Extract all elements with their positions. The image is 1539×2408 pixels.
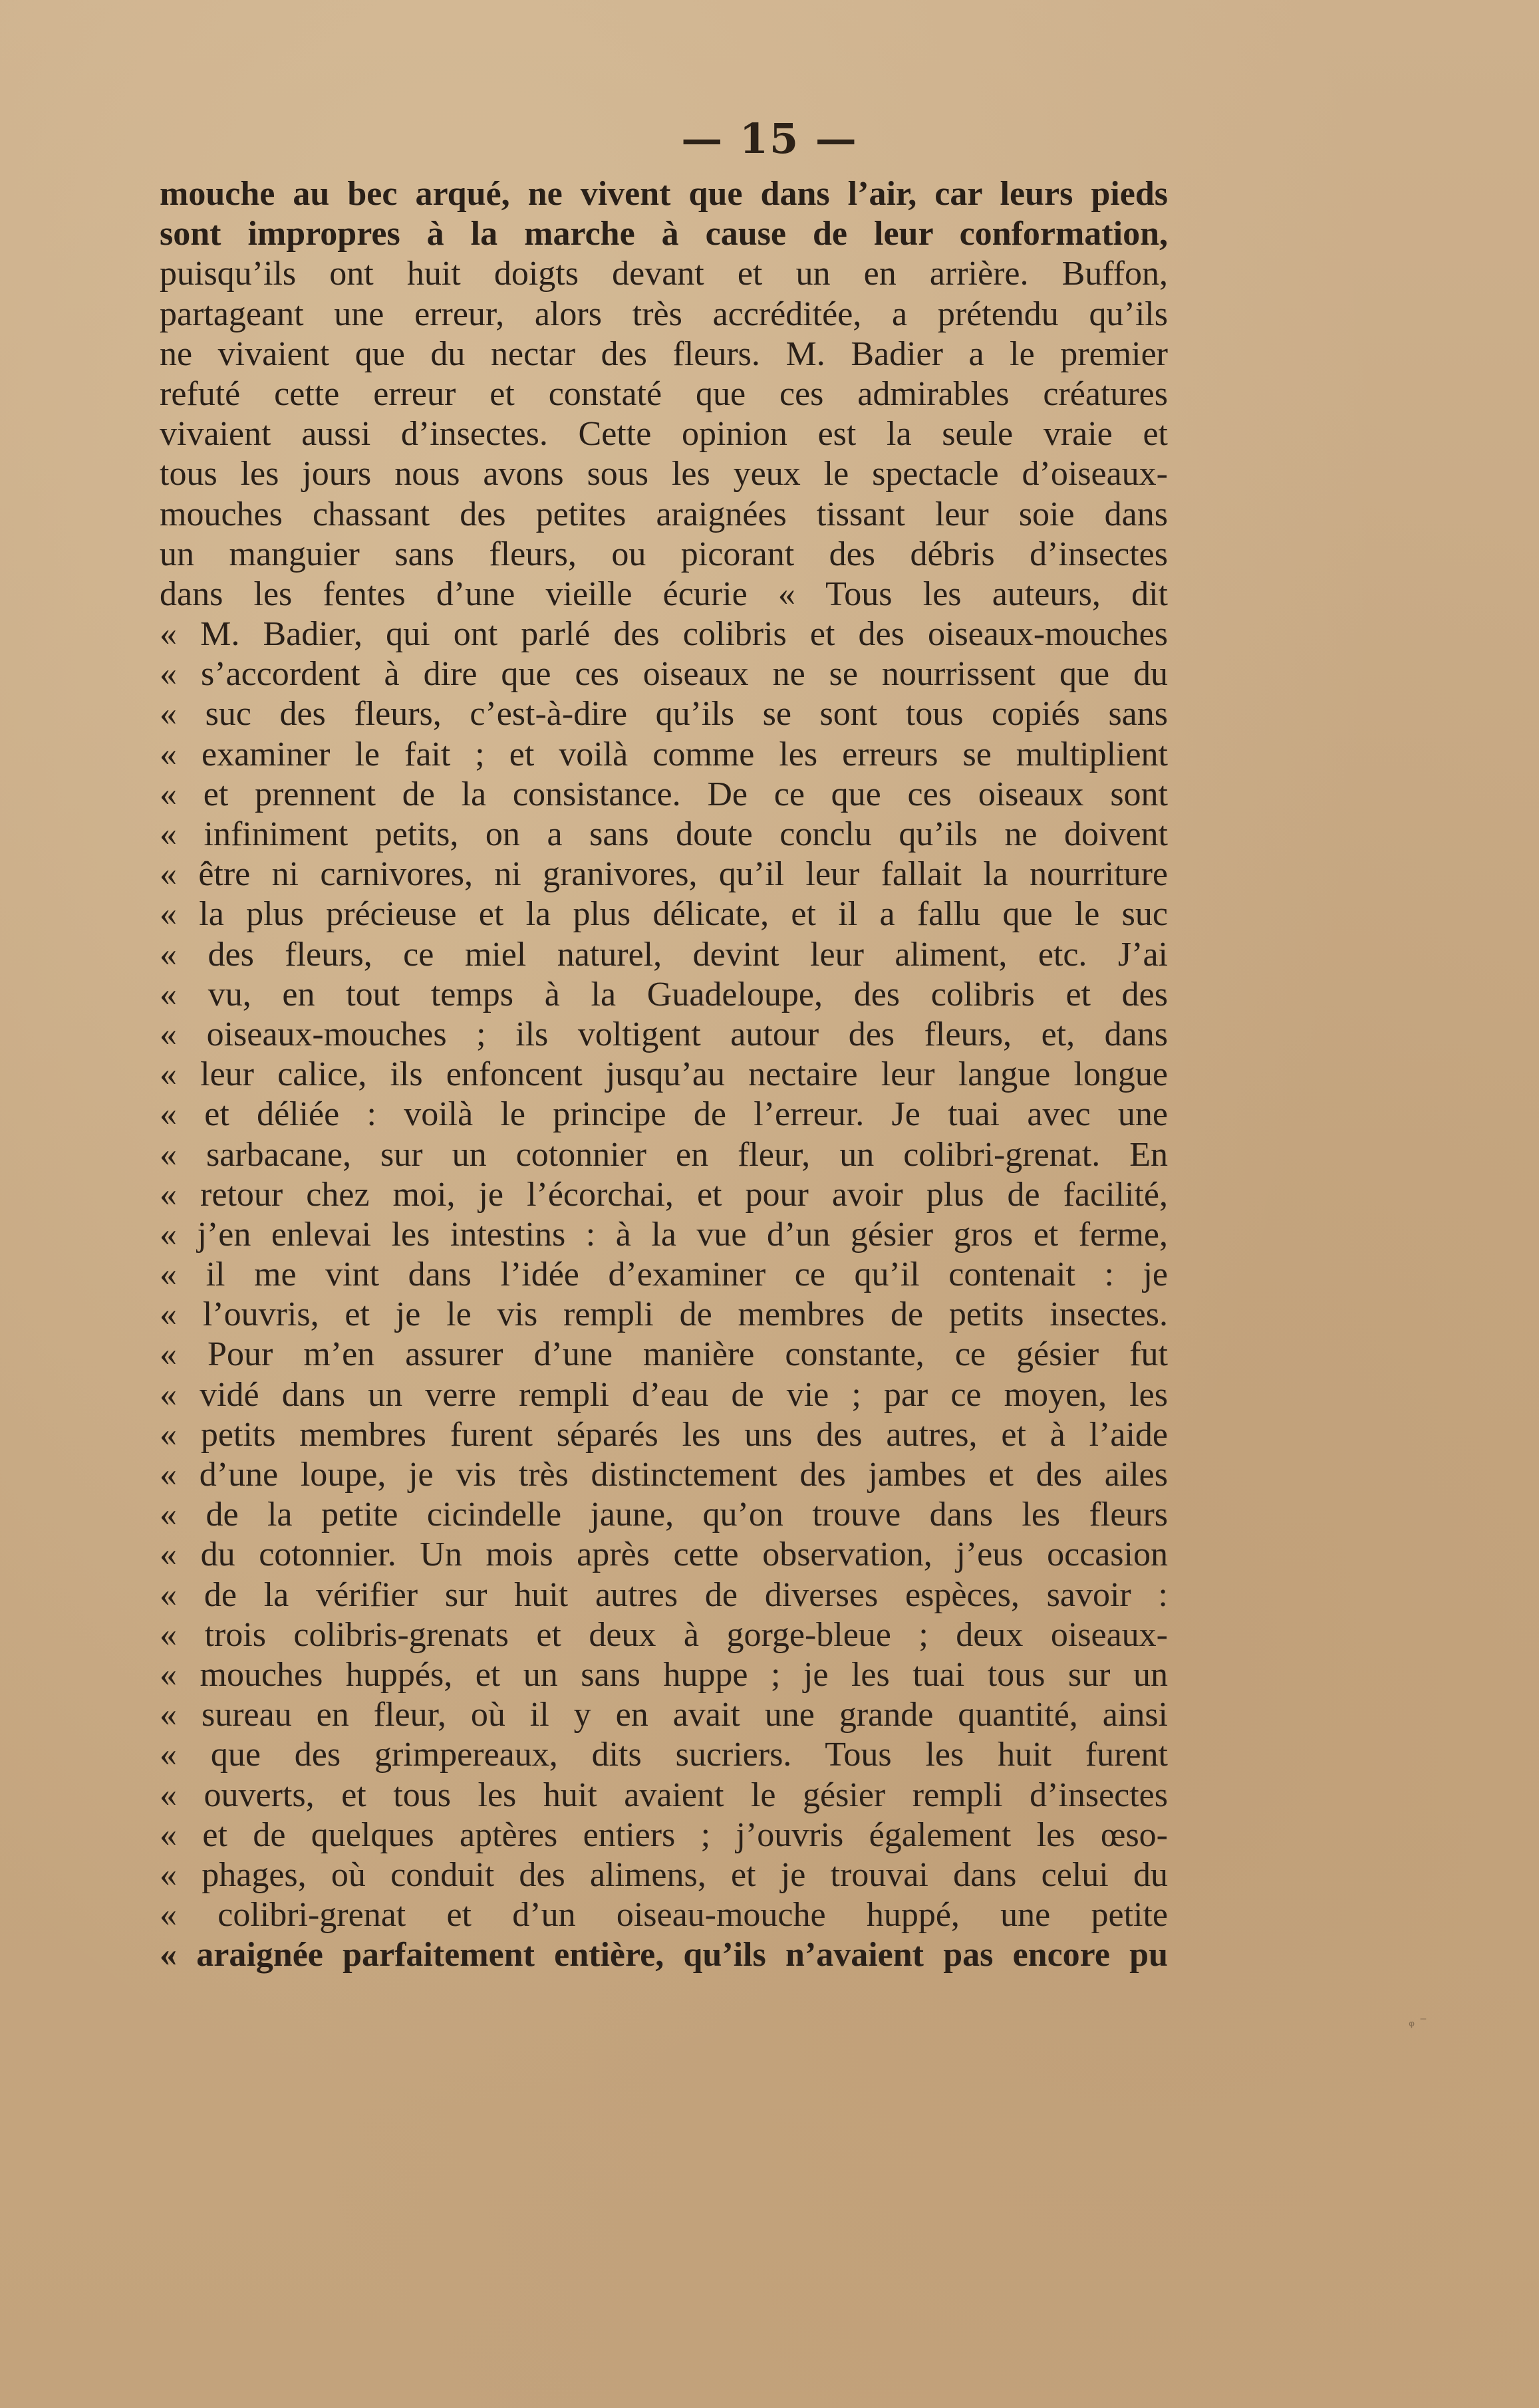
text-line: « vu, en tout temps à la Guadeloupe, des colibris et des bbox=[160, 975, 1168, 1013]
text-line: « j’en enlevai les intestins : à la vue d’un gésier gros et ferme, bbox=[160, 1215, 1168, 1254]
text-line: « araignée parfaitement entière, qu’ils n’avaient pas encore pu bbox=[160, 1936, 1168, 1974]
text-line: « sureau en fleur, où il y en avait une grande quantité, ainsi bbox=[160, 1696, 1168, 1734]
text-line: « Pour m’en assurer d’une manière constante, ce gésier fut bbox=[160, 1335, 1168, 1374]
text-line: « la plus précieuse et la plus délicate, et il a fallu que le suc bbox=[160, 895, 1168, 934]
text-line: « de la petite cicindelle jaune, qu’on trouve dans les fleurs bbox=[160, 1496, 1168, 1534]
text-line: vivaient aussi d’insectes. Cette opinion est la seule vraie et bbox=[160, 415, 1168, 454]
text-line: « du cotonnier. Un mois après cette observation, j’eus occasion bbox=[160, 1536, 1168, 1574]
text-line: « l’ouvris, et je le vis rempli de membres de petits insectes. bbox=[160, 1295, 1168, 1334]
text-line: « colibri-grenat et d’un oiseau-mouche huppé, une petite bbox=[160, 1896, 1168, 1935]
text-line: « examiner le fait ; et voilà comme les erreurs se multiplient bbox=[160, 735, 1168, 773]
text-line: « et prennent de la consistance. De ce que ces oiseaux sont bbox=[160, 775, 1168, 813]
text-line: puisqu’ils ont huit doigts devant et un en arrière. Buffon, bbox=[160, 255, 1168, 293]
text-line: « retour chez moi, je l’écorchai, et pour avoir plus de facilité, bbox=[160, 1175, 1168, 1214]
text-line: ne vivaient que du nectar des fleurs. M. Badier a le premier bbox=[160, 334, 1168, 373]
text-line: sont impropres à la marche à cause de leur conformation, bbox=[160, 215, 1168, 253]
text-line: « de la vérifier sur huit autres de diverses espèces, savoir : bbox=[160, 1575, 1168, 1614]
text-line: « M. Badier, qui ont parlé des colibris et des oiseaux-mouches bbox=[160, 615, 1168, 654]
text-line: « il me vint dans l’idée d’examiner ce qu’il contenait : je bbox=[160, 1256, 1168, 1294]
text-line: dans les fentes d’une vieille écurie « Tous les auteurs, dit bbox=[160, 575, 1168, 613]
text-line: « sarbacane, sur un cotonnier en fleur, un colibri-grenat. En bbox=[160, 1135, 1168, 1174]
text-line: partageant une erreur, alors très accréditée, a prétendu qu’ils bbox=[160, 295, 1168, 333]
text-line: « vidé dans un verre rempli d’eau de vie ; par ce moyen, les bbox=[160, 1375, 1168, 1414]
page-mark: ᵩ ⁻ bbox=[1409, 2014, 1427, 2030]
text-line: « que des grimpereaux, dits sucriers. Tous les huit furent bbox=[160, 1736, 1168, 1774]
text-line: « ouverts, et tous les huit avaient le gésier rempli d’insectes bbox=[160, 1776, 1168, 1814]
text-line: « mouches huppés, et un sans huppe ; je les tuai tous sur un bbox=[160, 1655, 1168, 1694]
text-line: mouche au bec arqué, ne vivent que dans l’air, car leurs pieds bbox=[160, 175, 1168, 213]
text-line: « oiseaux-mouches ; ils voltigent autour des fleurs, et, dans bbox=[160, 1015, 1168, 1053]
text-line: « et déliée : voilà le principe de l’erreur. Je tuai avec une bbox=[160, 1095, 1168, 1134]
text-line: refuté cette erreur et constaté que ces admirables créatures bbox=[160, 374, 1168, 413]
text-line: « trois colibris-grenats et deux à gorge-bleue ; deux oiseaux- bbox=[160, 1615, 1168, 1654]
text-line: « d’une loupe, je vis très distinctement des jambes et des ailes bbox=[160, 1456, 1168, 1494]
text-line: « suc des fleurs, c’est-à-dire qu’ils se sont tous copiés sans bbox=[160, 695, 1168, 734]
text-line: « phages, où conduit des alimens, et je trouvai dans celui du bbox=[160, 1855, 1168, 1894]
text-line: « des fleurs, ce miel naturel, devint leur aliment, etc. J’ai bbox=[160, 935, 1168, 974]
body-text bbox=[160, 174, 1168, 1975]
text-line: tous les jours nous avons sous les yeux le spectacle d’oiseaux- bbox=[160, 455, 1168, 493]
page-number: — 15 — bbox=[681, 114, 858, 163]
text-line: un manguier sans fleurs, ou picorant des débris d’insectes bbox=[160, 535, 1168, 573]
text-line: « et de quelques aptères entiers ; j’ouvris également les œso- bbox=[160, 1815, 1168, 1854]
text-line: « s’accordent à dire que ces oiseaux ne se nourrissent que du bbox=[160, 655, 1168, 694]
text-line: « leur calice, ils enfoncent jusqu’au nectaire leur langue longue bbox=[160, 1055, 1168, 1094]
text-line: mouches chassant des petites araignées tissant leur soie dans bbox=[160, 495, 1168, 533]
text-line: « être ni carnivores, ni granivores, qu’il leur fallait la nourriture bbox=[160, 855, 1168, 894]
text-line: « infiniment petits, on a sans doute conclu qu’ils ne doivent bbox=[160, 815, 1168, 853]
text-line: « petits membres furent séparés les uns des autres, et à l’aide bbox=[160, 1415, 1168, 1454]
